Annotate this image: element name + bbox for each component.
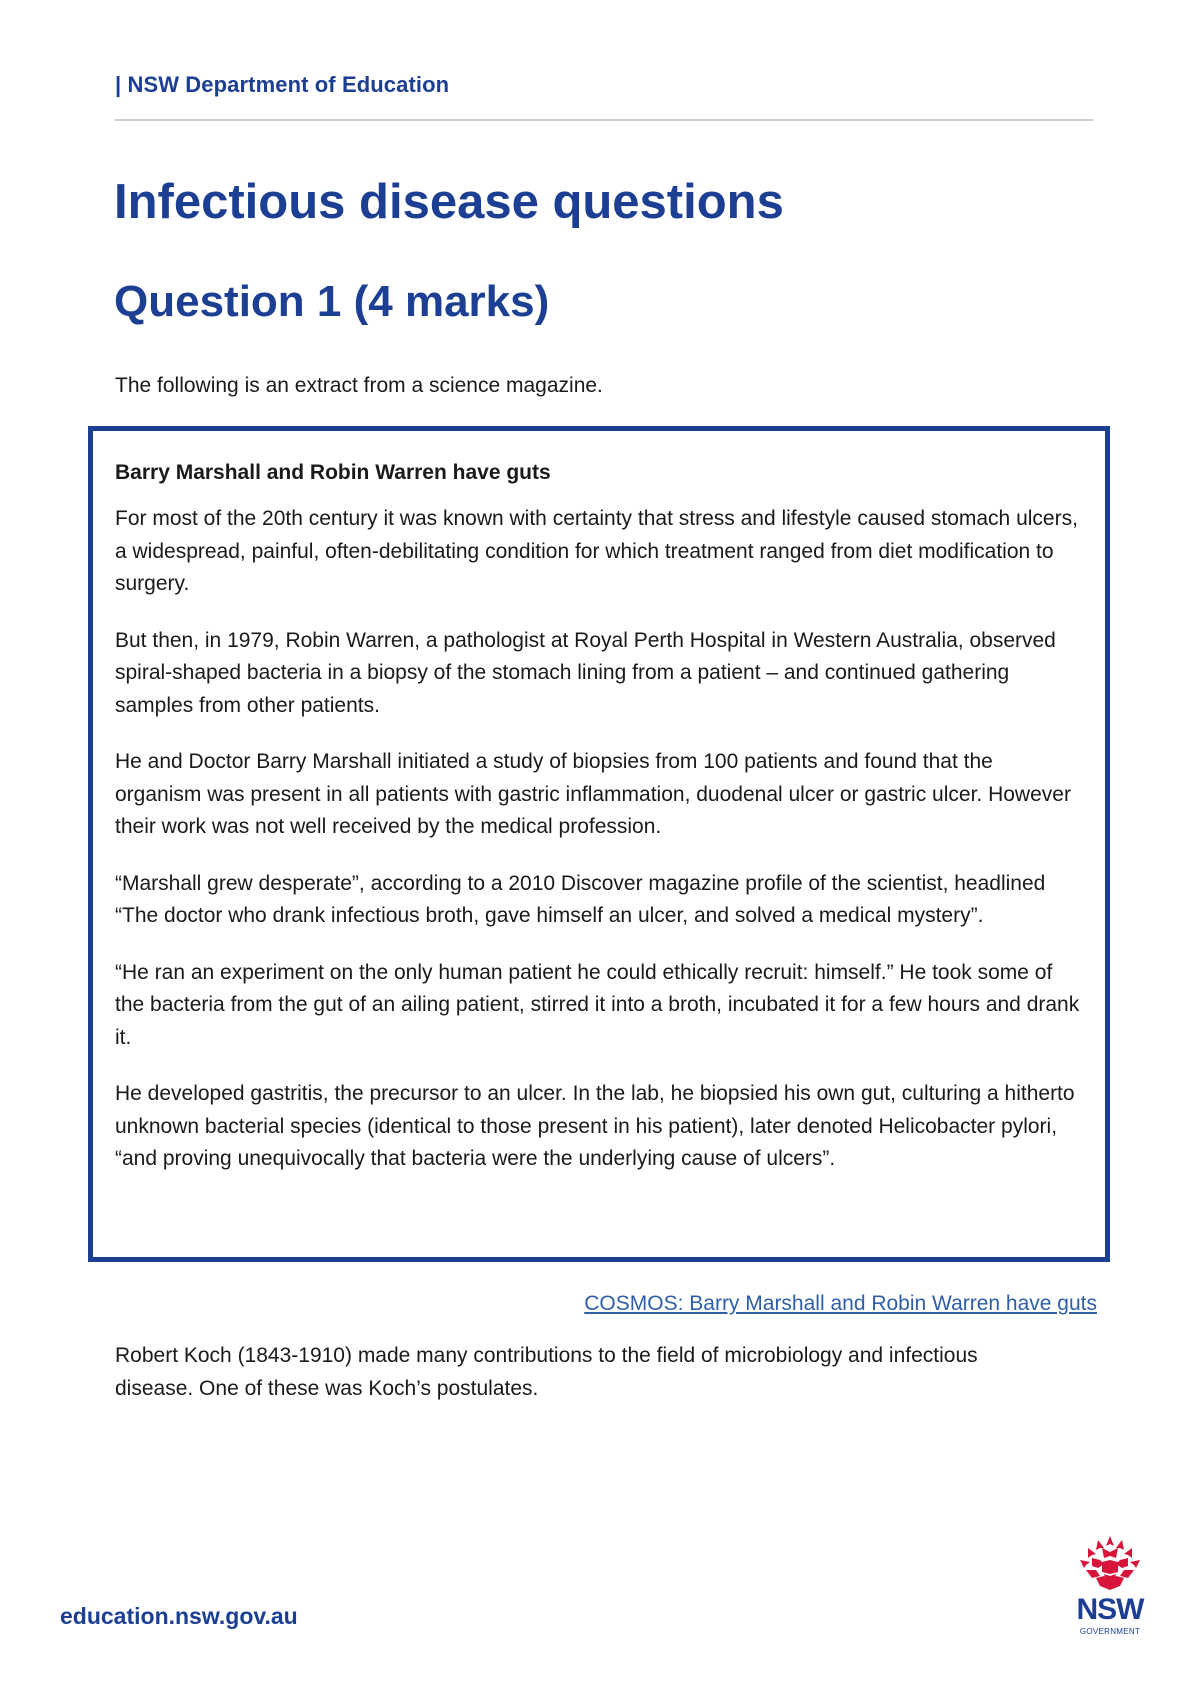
extract-paragraph: “Marshall grew desperate”, according to a 2010 Discover magazine profile of the scientist, headlined “The doctor who drank infectious broth, gave himself an ulcer, and solved a medical mystery”. [115,871,1046,927]
extract-paragraph: For most of the 20th century it was known with certainty that stress and lifestyle caused stomach ulcers, a widespread, painful, often-debilitating condition for which treatment ranged from diet modification to surgery. [115,507,1078,595]
cosmos-source-link[interactable]: COSMOS: Barry Marshall and Robin Warren have guts [584,1292,1097,1315]
extract-heading: Barry Marshall and Robin Warren have guts [115,461,551,484]
waratah-icon [1074,1534,1146,1596]
page-title: Infectious disease questions [114,175,784,229]
question-intro: The following is an extract from a science magazine. [115,374,603,397]
logo-wordmark: NSW [1076,1593,1144,1626]
footer-url: education.nsw.gov.au [60,1603,298,1629]
header-divider [115,119,1093,121]
magazine-extract-box [88,426,1110,1262]
extract-paragraph: He and Doctor Barry Marshall initiated a study of biopsies from 100 patients and found that the organism was present in all patients with gastric inflammation, duodenal ulcer or gastric ulcer. However their work was not well received by the medical profession. [115,750,1071,838]
department-header: | NSW Department of Education [115,72,450,97]
logo-subtext: GOVERNMENT [1079,1627,1141,1636]
extract-paragraph: But then, in 1979, Robin Warren, a pathologist at Royal Perth Hospital in Western Australia, observed spiral-shaped bacteria in a biopsy of the stomach lining from a patient – and continued gathering samples from other patients. [115,628,1056,717]
extract-paragraph: He developed gastritis, the precursor to an ulcer. In the lab, he biopsied his own gut, culturing a hitherto unknown bacterial species (identical to those present in his patient), later denoted Helicobacter pylori, “and proving unequivocally that bacteria were the underlying cause of ulcers”. [115,1082,1075,1170]
koch-paragraph: Robert Koch (1843-1910) made many contributions to the field of microbiology and infectious disease. One of these was Koch’s postulates. [115,1344,978,1400]
question-title: Question 1 (4 marks) [114,277,550,326]
nsw-government-logo [1060,1534,1160,1654]
extract-paragraph: “He ran an experiment on the only human patient he could ethically recruit: himself.” He took some of the bacteria from the gut of an ailing patient, stirred it into a broth, incubated it for a few hours and drank it. [115,960,1080,1049]
